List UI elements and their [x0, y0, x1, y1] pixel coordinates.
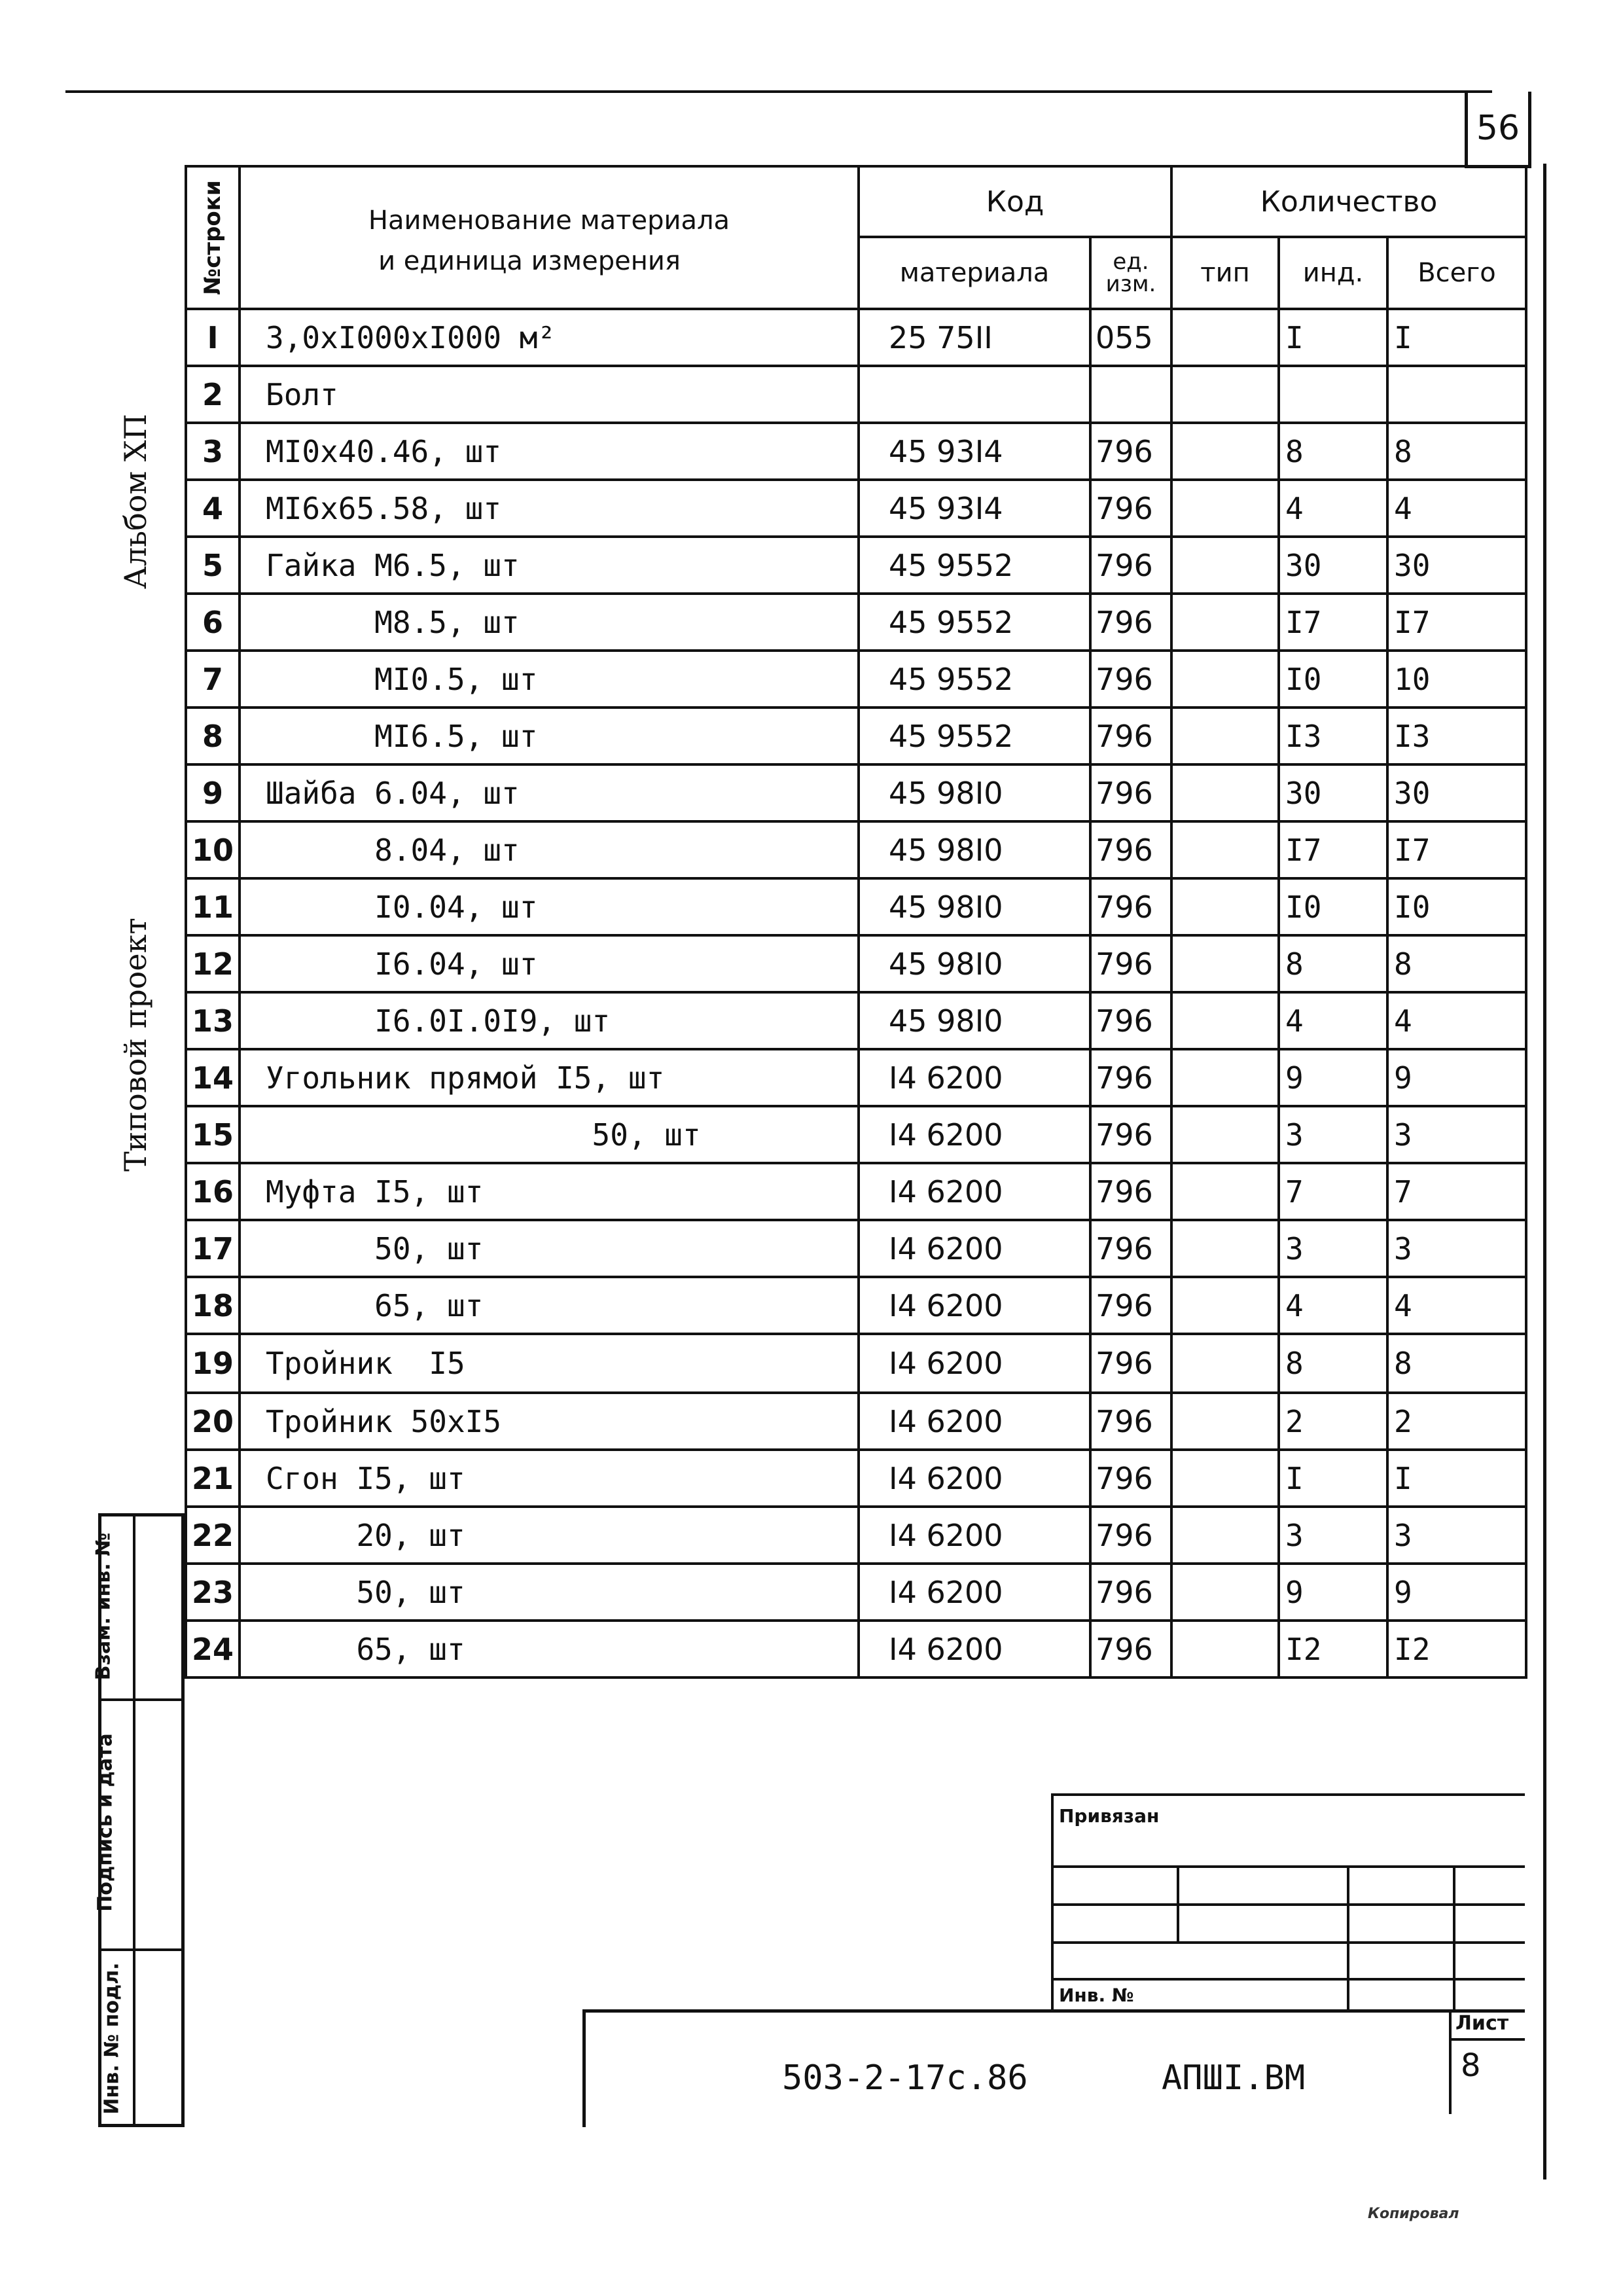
qty-ind: I [1279, 1450, 1387, 1507]
unit-code: 796 [1090, 480, 1171, 537]
row-number: I [186, 309, 240, 366]
qty-type [1171, 992, 1279, 1049]
header-row-number: №строки [186, 166, 240, 309]
qty-total: 2 [1387, 1393, 1526, 1450]
qty-type [1171, 1049, 1279, 1106]
sheet-label: Лист [1455, 2012, 1509, 2035]
material-name: I6.0I.0I9, шт [240, 992, 859, 1049]
qty-type [1171, 1220, 1279, 1277]
qty-total: 4 [1387, 992, 1526, 1049]
qty-type [1171, 594, 1279, 651]
qty-total: I3 [1387, 708, 1526, 764]
material-name: 50, шт [240, 1106, 859, 1163]
material-code: 45 98I0 [859, 935, 1090, 992]
qty-type [1171, 1450, 1279, 1507]
table-row [186, 992, 1526, 1049]
stamp-vline [133, 1516, 135, 2124]
material-name: MI6x65.58, шт [240, 480, 859, 537]
unit-code: 796 [1090, 1507, 1171, 1564]
qty-type [1171, 708, 1279, 764]
unit-code: 796 [1090, 935, 1171, 992]
header-name: Наименование материала и единица измерения [240, 166, 859, 309]
qty-ind: I3 [1279, 708, 1387, 764]
unit-code: 796 [1090, 594, 1171, 651]
material-code: I4 6200 [859, 1049, 1090, 1106]
table-row [186, 1621, 1526, 1677]
header-code-unit: ед. изм. [1090, 237, 1171, 309]
material-name: Тройник 50xI5 [240, 1393, 859, 1450]
table-row [186, 1163, 1526, 1220]
qty-type [1171, 309, 1279, 366]
qty-ind: 4 [1279, 1277, 1387, 1334]
page-number: 56 [1465, 92, 1531, 168]
qty-ind: I [1279, 309, 1387, 366]
sheet-number: 8 [1461, 2047, 1481, 2084]
material-code: 45 98I0 [859, 821, 1090, 878]
material-code: 25 75II [859, 309, 1090, 366]
table-row [186, 594, 1526, 651]
stamp-divider [101, 1698, 181, 1701]
row-number: 10 [186, 821, 240, 878]
qty-total: 30 [1387, 537, 1526, 594]
unit-code: 796 [1090, 1220, 1171, 1277]
unit-code: 796 [1090, 1621, 1171, 1677]
row-number: 6 [186, 594, 240, 651]
material-name: MI0.5, шт [240, 651, 859, 708]
bound-label: Привязан [1059, 1805, 1160, 1827]
unit-code: 796 [1090, 1393, 1171, 1450]
header-qty-type: тип [1171, 237, 1279, 309]
qty-ind: 3 [1279, 1220, 1387, 1277]
qty-total: 3 [1387, 1106, 1526, 1163]
row-number: 8 [186, 708, 240, 764]
qty-total: 8 [1387, 423, 1526, 480]
copied-by-note: Копировал [1368, 2206, 1459, 2222]
unit-code: 796 [1090, 1450, 1171, 1507]
qty-total: 8 [1387, 935, 1526, 992]
qty-ind [1279, 366, 1387, 423]
material-code: 45 9552 [859, 594, 1090, 651]
qty-total: 4 [1387, 480, 1526, 537]
material-code: I4 6200 [859, 1106, 1090, 1163]
inv-no-label: Инв. № [1059, 1984, 1134, 2006]
qty-ind: 9 [1279, 1049, 1387, 1106]
material-name: 50, шт [240, 1220, 859, 1277]
table-row [186, 708, 1526, 764]
qty-ind: 2 [1279, 1393, 1387, 1450]
material-name: Гайка M6.5, шт [240, 537, 859, 594]
material-name: I0.04, шт [240, 878, 859, 935]
table-row [186, 423, 1526, 480]
unit-code: 796 [1090, 1277, 1171, 1334]
document-code: 503-2-17с.86 [782, 2058, 1028, 2098]
document-mark: АПШI.ВМ [1162, 2058, 1306, 2098]
row-number: 18 [186, 1277, 240, 1334]
table-row [186, 480, 1526, 537]
qty-ind: 30 [1279, 764, 1387, 821]
material-code: I4 6200 [859, 1220, 1090, 1277]
material-code: 45 98I0 [859, 992, 1090, 1049]
replaced-inv-label: Взам. инв. № [92, 1532, 115, 1681]
material-code: I4 6200 [859, 1163, 1090, 1220]
qty-type [1171, 821, 1279, 878]
table-row [186, 878, 1526, 935]
qty-total [1387, 366, 1526, 423]
qty-ind: I2 [1279, 1621, 1387, 1677]
table-row [186, 821, 1526, 878]
qty-total: 3 [1387, 1220, 1526, 1277]
qty-ind: 8 [1279, 935, 1387, 992]
row-number: 15 [186, 1106, 240, 1163]
material-code: I4 6200 [859, 1334, 1090, 1393]
side-label-album: Альбом ХП [118, 414, 153, 589]
qty-type [1171, 764, 1279, 821]
title-block [582, 2009, 1525, 2127]
unit-code: 796 [1090, 992, 1171, 1049]
material-name: Угольник прямой I5, шт [240, 1049, 859, 1106]
table-row [186, 1393, 1526, 1450]
row-number: 24 [186, 1621, 240, 1677]
sheet-box [1449, 2009, 1525, 2114]
row-number: 17 [186, 1220, 240, 1277]
material-name: Болт [240, 366, 859, 423]
qty-ind: 3 [1279, 1106, 1387, 1163]
table-row [186, 366, 1526, 423]
table-row [186, 309, 1526, 366]
header-qty-total: Всего [1387, 237, 1526, 309]
unit-code: 796 [1090, 1163, 1171, 1220]
unit-code: 796 [1090, 878, 1171, 935]
row-number: 22 [186, 1507, 240, 1564]
unit-code: 796 [1090, 1334, 1171, 1393]
unit-code [1090, 366, 1171, 423]
signature-date-label: Подпись и дата [94, 1733, 117, 1912]
qty-total: 9 [1387, 1564, 1526, 1621]
table-row [186, 764, 1526, 821]
material-code: I4 6200 [859, 1393, 1090, 1450]
material-code: 45 9552 [859, 708, 1090, 764]
qty-type [1171, 1277, 1279, 1334]
material-name: I6.04, шт [240, 935, 859, 992]
unit-code: 796 [1090, 651, 1171, 708]
material-name: 3,0xI000xI000 м² [240, 309, 859, 366]
material-name: Тройник I5 [240, 1334, 859, 1393]
unit-code: 796 [1090, 764, 1171, 821]
right-border [1543, 164, 1546, 2179]
qty-total: 30 [1387, 764, 1526, 821]
row-number: 13 [186, 992, 240, 1049]
unit-code: 796 [1090, 1049, 1171, 1106]
qty-ind: 4 [1279, 992, 1387, 1049]
material-name: Муфта I5, шт [240, 1163, 859, 1220]
qty-type [1171, 1393, 1279, 1450]
qty-total: I7 [1387, 594, 1526, 651]
material-name: 65, шт [240, 1621, 859, 1677]
row-number: 16 [186, 1163, 240, 1220]
sheet-divider [1452, 2038, 1525, 2041]
inv-no-orig-label: Инв. № подл. [100, 1962, 124, 2115]
qty-type [1171, 537, 1279, 594]
material-name: MI0x40.46, шт [240, 423, 859, 480]
material-name: 20, шт [240, 1507, 859, 1564]
qty-total: I2 [1387, 1621, 1526, 1677]
material-code: I4 6200 [859, 1621, 1090, 1677]
row-number: 9 [186, 764, 240, 821]
row-number: 11 [186, 878, 240, 935]
qty-type [1171, 1507, 1279, 1564]
qty-total: I0 [1387, 878, 1526, 935]
table-row [186, 1334, 1526, 1393]
header-code-material: материала [859, 237, 1090, 309]
unit-code: 796 [1090, 537, 1171, 594]
qty-total: 9 [1387, 1049, 1526, 1106]
header-code: Код [859, 166, 1171, 237]
qty-ind: I7 [1279, 594, 1387, 651]
table-row [186, 1507, 1526, 1564]
qty-ind: 8 [1279, 1334, 1387, 1393]
row-number: 7 [186, 651, 240, 708]
qty-total: 8 [1387, 1334, 1526, 1393]
binding-vline [1177, 1865, 1179, 1943]
table-row [186, 537, 1526, 594]
table-row [186, 935, 1526, 992]
row-number: 12 [186, 935, 240, 992]
stamp-column [92, 1513, 185, 2127]
table-row [186, 651, 1526, 708]
qty-ind: I7 [1279, 821, 1387, 878]
material-name: MI6.5, шт [240, 708, 859, 764]
unit-code: 796 [1090, 821, 1171, 878]
qty-total: 7 [1387, 1163, 1526, 1220]
row-number: 2 [186, 366, 240, 423]
qty-type [1171, 1106, 1279, 1163]
qty-type [1171, 1334, 1279, 1393]
unit-code: 796 [1090, 1564, 1171, 1621]
qty-type [1171, 1621, 1279, 1677]
table-body [186, 309, 1526, 1677]
row-number: 20 [186, 1393, 240, 1450]
material-code: I4 6200 [859, 1507, 1090, 1564]
material-code: 45 9552 [859, 537, 1090, 594]
qty-ind: I0 [1279, 878, 1387, 935]
qty-ind: 9 [1279, 1564, 1387, 1621]
material-code: I4 6200 [859, 1277, 1090, 1334]
qty-type [1171, 1163, 1279, 1220]
specification-table [185, 165, 1527, 1679]
qty-total: I [1387, 309, 1526, 366]
row-number: 14 [186, 1049, 240, 1106]
material-name: Шайба 6.04, шт [240, 764, 859, 821]
side-label-project: Типовой проект [118, 918, 153, 1172]
qty-ind: 30 [1279, 537, 1387, 594]
table-row [186, 1106, 1526, 1163]
header-quantity: Количество [1171, 166, 1526, 237]
row-number: 19 [186, 1334, 240, 1393]
qty-total: 10 [1387, 651, 1526, 708]
qty-ind: 3 [1279, 1507, 1387, 1564]
qty-total: 3 [1387, 1507, 1526, 1564]
material-code: 45 93I4 [859, 423, 1090, 480]
binding-vline [1347, 1865, 1349, 2012]
unit-code: 796 [1090, 1106, 1171, 1163]
row-number: 23 [186, 1564, 240, 1621]
qty-type [1171, 480, 1279, 537]
table-row [186, 1277, 1526, 1334]
binding-box [1051, 1793, 1525, 2009]
material-code: I4 6200 [859, 1564, 1090, 1621]
top-rule [65, 90, 1492, 93]
material-name: 65, шт [240, 1277, 859, 1334]
material-code: 45 93I4 [859, 480, 1090, 537]
table-row [186, 1564, 1526, 1621]
unit-code: 055 [1090, 309, 1171, 366]
qty-type [1171, 1564, 1279, 1621]
qty-ind: 8 [1279, 423, 1387, 480]
material-name: 8.04, шт [240, 821, 859, 878]
qty-type [1171, 935, 1279, 992]
stamp-divider [101, 1948, 181, 1951]
qty-type [1171, 366, 1279, 423]
qty-ind: 4 [1279, 480, 1387, 537]
row-number: 3 [186, 423, 240, 480]
qty-total: 4 [1387, 1277, 1526, 1334]
qty-type [1171, 423, 1279, 480]
material-name: 50, шт [240, 1564, 859, 1621]
unit-code: 796 [1090, 708, 1171, 764]
row-number: 5 [186, 537, 240, 594]
qty-type [1171, 878, 1279, 935]
qty-type [1171, 651, 1279, 708]
binding-vline [1453, 1865, 1455, 2012]
material-code [859, 366, 1090, 423]
material-name: M8.5, шт [240, 594, 859, 651]
material-code: 45 98I0 [859, 764, 1090, 821]
table-row [186, 1049, 1526, 1106]
material-code: I4 6200 [859, 1450, 1090, 1507]
material-code: 45 9552 [859, 651, 1090, 708]
table-row [186, 1450, 1526, 1507]
qty-ind: I0 [1279, 651, 1387, 708]
qty-total: I [1387, 1450, 1526, 1507]
row-number: 4 [186, 480, 240, 537]
material-name: Сгон I5, шт [240, 1450, 859, 1507]
header-qty-ind: инд. [1279, 237, 1387, 309]
qty-total: I7 [1387, 821, 1526, 878]
unit-code: 796 [1090, 423, 1171, 480]
material-code: 45 98I0 [859, 878, 1090, 935]
qty-ind: 7 [1279, 1163, 1387, 1220]
row-number: 21 [186, 1450, 240, 1507]
table-row [186, 1220, 1526, 1277]
